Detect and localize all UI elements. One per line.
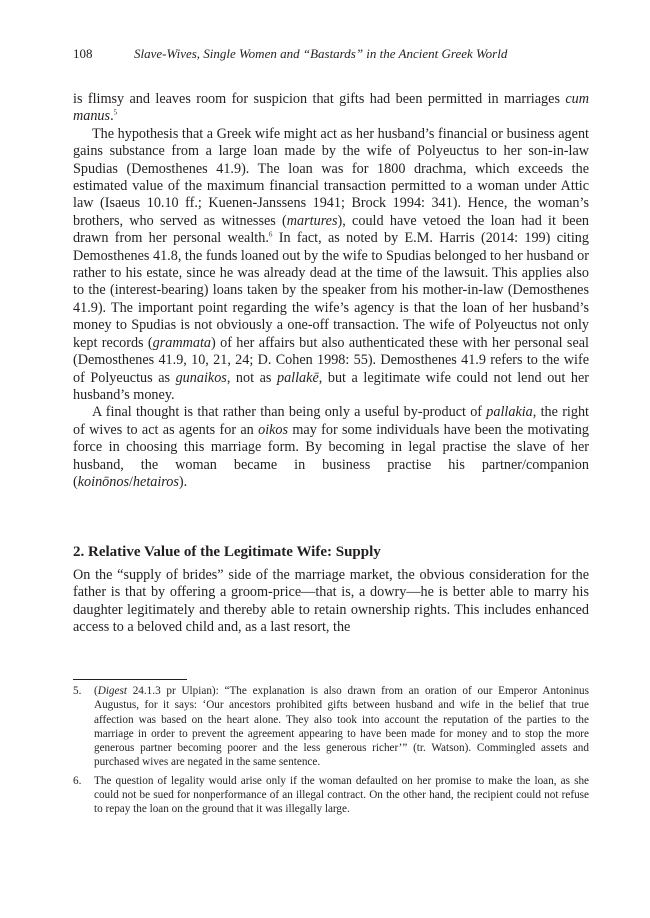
- section-paragraph: On the “supply of brides” side of the marriage market, the obvious consideration for the father is that by offering a groom-price—that is, a dowry—he is better able to marry his daughter legitimately and thereby able to retain ownership rights. This includes enhanced access to a beloved child and, as a last resort, the: [73, 567, 589, 636]
- footnote-number: 5.: [73, 685, 82, 697]
- text: ) of her affairs but also authenticated these with her personal seal (Demosthenes 41.9, 10, 21, 24; D. Cohen 1998: 55). Demosthenes 41.9 refers to the wife of Polyeuctus as: [73, 334, 589, 386]
- footnotes: [73, 684, 589, 821]
- text: The hypothesis that a Greek wife might act as her husband’s financial or business agent gains substance from a large loan made by the wife of Polyeuctus to her son-in-law Spudias (Demosthenes 41.9). The loan was for 1800 drachma, which exceeds the estimated value of the maximum financial transaction permitted to a woman under Attic law (Isaeus 10.10 ff.; Kuenen-Janssens 1941; Brock 1994: 341). Hence, the woman’s brothers, who served as witnesses (: [73, 125, 589, 229]
- section-heading: 2. Relative Value of the Legitimate Wife: Supply: [73, 544, 381, 560]
- footnote-text: The question of legality would arise only if the woman defaulted on her promise to make the loan, as she could not be sued for nonperformance of an illegal contract. On the other hand, the recipient could not refuse to repay the loan on the ground that it was illegally large.: [94, 774, 589, 816]
- text: , the right of wives to act as agents for an: [73, 404, 589, 438]
- greek-term: grammata: [152, 334, 211, 351]
- greek-term: oikos: [258, 421, 289, 438]
- text: is flimsy and leaves room for suspicion that gifts had been permitted in marriages: [73, 91, 566, 107]
- text: ), could have vetoed the loan had it been drawn from her personal wealth.: [73, 212, 589, 247]
- text: In fact, as noted by E.M. Harris (2014: 199) citing Demosthenes 41.8, the funds loaned out by the wife to Spudias belonged to her husband or rather to his estate, since he was already dead at the time of the lawsuit. This applies also to the (interest-bearing) loans taken by the speaker from his mother-in-law (Demosthenes 41.9). The important point regarding the wife’s agency is that the loan of her husband’s money to Spudias is not obviously a one-off transaction. The wife of Polyeuctus not only kept records (: [73, 230, 589, 351]
- footnote-number: 6.: [73, 774, 82, 787]
- paragraph-1: [73, 91, 589, 126]
- greek-term: koinōnos: [77, 473, 129, 490]
- greek-term: hetairos: [132, 473, 179, 490]
- paragraph-2: [73, 126, 589, 405]
- running-title: Slave-Wives, Single Women and “Bastards” in the Ancient Greek World: [134, 46, 508, 61]
- footnote-text: 24.1.3 pr Ulpian): “The explanation is also drawn from an oration of our Emperor Antoninus Augustus, for it says: ‘Our ancestors prohibited gifts between husband and wife in the belief that true affection was based on the heart alone. They also took into account the reputation of the parties to the marriage in order to prevent the agreement appearing to have been made for money and to stop the more generous partner becoming poorer and the less generous richer’” (tr. Watson). Commingled assets and purchased wives are negated in the same sentence.: [94, 685, 589, 769]
- greek-term: gunaikos: [175, 369, 227, 386]
- greek-term: pallakē: [276, 369, 319, 386]
- greek-term: pallakia: [486, 404, 533, 421]
- text: .: [110, 108, 114, 125]
- text: , but a legitimate wife could not lend out her husband’s money.: [73, 369, 589, 403]
- paragraph-3: [73, 404, 589, 491]
- text: may for some individuals have been the motivating force in choosing this marriage form. By becoming in legal practise the slave of her husband, the woman became in business practise his partner/companion (: [73, 421, 589, 490]
- latin-term: cum manus: [73, 91, 589, 125]
- footnote-6: [73, 774, 589, 817]
- footnote-ref-5[interactable]: 5: [113, 108, 118, 117]
- footnote-divider: [73, 679, 187, 680]
- text: A final thought is that rather than being only a useful by-product of: [92, 404, 487, 421]
- text: , not as: [226, 369, 277, 386]
- source-title: Digest: [97, 685, 127, 697]
- text: /: [128, 473, 133, 490]
- page-number: 108: [73, 46, 93, 61]
- greek-term: martures: [286, 212, 338, 229]
- text: ).: [178, 473, 188, 490]
- footnote-5: [73, 684, 589, 770]
- text: (: [94, 685, 98, 697]
- main-text: [73, 91, 589, 491]
- footnote-ref-6[interactable]: 6: [268, 230, 273, 239]
